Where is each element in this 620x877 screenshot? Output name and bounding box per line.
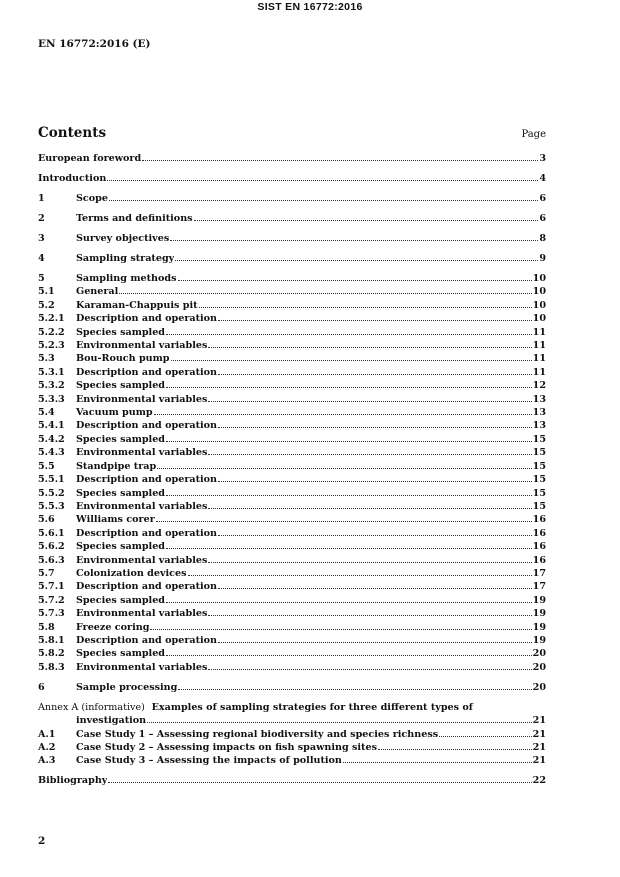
toc-title: Environmental variables (76, 608, 208, 620)
toc-page: 16 (532, 514, 546, 526)
toc-entry-5-5-3[interactable] (38, 500, 546, 513)
toc-page: 9 (539, 253, 546, 264)
toc-page: 11 (532, 340, 546, 352)
toc-page: 8 (539, 233, 546, 244)
toc-entry-5-2-3[interactable] (38, 339, 546, 352)
document-id: EN 16772:2016 (E) (38, 38, 151, 50)
toc-leader (156, 521, 532, 522)
toc-page: 21 (532, 755, 546, 767)
toc-entry-5-2-1[interactable] (38, 312, 546, 325)
toc-entry-5-3-3[interactable] (38, 393, 546, 406)
toc-leader (218, 588, 532, 589)
toc-title: Case Study 3 – Assessing the impacts of pollution (76, 755, 342, 767)
toc-leader (208, 347, 531, 348)
toc-page: 15 (532, 500, 546, 512)
toc-number: 2 (38, 213, 45, 224)
toc-number: 5.8.3 (38, 661, 65, 673)
toc-page: 15 (532, 460, 546, 472)
toc-title: Sampling strategy (76, 253, 175, 264)
toc-entry-5-7-3[interactable] (38, 607, 546, 620)
toc-number: 5.3.2 (38, 380, 65, 392)
toc-entry-5-8-3[interactable] (38, 661, 546, 674)
toc-page: 15 (532, 447, 546, 459)
toc-title: investigation (76, 715, 147, 727)
toc-title: Karaman-Chappuis pit (76, 299, 198, 311)
toc-page: 3 (539, 153, 546, 164)
toc-entry-annex-a[interactable] (38, 701, 546, 714)
toc-number: 4 (38, 253, 45, 264)
toc-leader (378, 749, 532, 750)
toc-entry-foreword[interactable] (38, 152, 546, 165)
toc-title: Case Study 2 – Assessing impacts on fish spawning sites (76, 742, 377, 753)
toc-title: Environmental variables (76, 393, 208, 405)
toc-entry-5[interactable] (38, 272, 546, 285)
toc-leader (142, 160, 538, 161)
toc-leader (218, 320, 532, 321)
toc-page: 19 (532, 608, 546, 620)
toc-number: 5.2.1 (38, 313, 65, 325)
toc-number: 5.1 (38, 286, 55, 298)
toc-number: 5.5.1 (38, 474, 65, 486)
toc-title: Environmental variables (76, 340, 208, 352)
toc-entry-5-5[interactable] (38, 460, 546, 473)
toc-title: Description and operation (76, 581, 218, 593)
toc-title: Species sampled (76, 433, 166, 445)
toc-title: Description and operation (76, 634, 218, 646)
toc-entry-5-8-1[interactable] (38, 634, 546, 647)
toc-number: 5.7 (38, 567, 55, 579)
toc-entry-annex-a-cont[interactable] (38, 714, 546, 727)
toc-page: 11 (532, 326, 546, 338)
toc-leader (218, 642, 532, 643)
toc-number: 5.3.3 (38, 393, 65, 405)
toc-leader (439, 736, 532, 737)
toc-leader (166, 602, 532, 603)
toc-title: Bou-Rouch pump (76, 353, 170, 365)
toc-leader (208, 401, 531, 402)
toc-number: 5.2.3 (38, 340, 65, 352)
toc-title: Description and operation (76, 527, 218, 539)
toc-page: 13 (532, 407, 546, 419)
toc-entry-a-3[interactable] (38, 754, 546, 767)
annex-title: Examples of sampling strategies for three different types of (151, 701, 473, 713)
toc-leader (166, 495, 532, 496)
toc-leader (218, 427, 532, 428)
toc-title: Introduction (38, 173, 107, 184)
toc-title: Environmental variables (76, 500, 208, 512)
toc-entry-5-7[interactable] (38, 567, 546, 580)
toc-entry-3[interactable] (38, 232, 546, 245)
toc-leader (170, 240, 538, 241)
toc-page: 19 (532, 621, 546, 633)
toc-leader (218, 535, 532, 536)
toc-leader (218, 481, 532, 482)
toc-entry-5-5-2[interactable] (38, 487, 546, 500)
toc-entry-5-3-1[interactable] (38, 366, 546, 379)
toc-page: 20 (532, 661, 546, 673)
toc-page: 15 (532, 433, 546, 445)
toc-page: 16 (532, 541, 546, 553)
toc-title: Species sampled (76, 541, 166, 553)
toc-page: 22 (532, 775, 546, 787)
toc-number: 5.8.2 (38, 648, 65, 660)
toc-page: 15 (532, 474, 546, 486)
toc-entry-5-6-3[interactable] (38, 554, 546, 567)
toc-number: 1 (38, 193, 45, 204)
toc-number: A.1 (38, 728, 56, 740)
toc-title: Scope (76, 193, 108, 204)
toc-page: 20 (532, 681, 546, 693)
toc-title: Environmental variables (76, 447, 208, 459)
toc-page: 11 (532, 353, 546, 365)
toc-title: Species sampled (76, 380, 166, 392)
toc-leader (150, 629, 531, 630)
toc-entry-5-4-1[interactable] (38, 419, 546, 432)
toc-leader (157, 468, 531, 469)
toc-entry-5-2[interactable] (38, 299, 546, 312)
toc-number: 5.4 (38, 407, 55, 419)
toc-leader (166, 441, 532, 442)
toc-title: Species sampled (76, 326, 166, 338)
toc-entry-5-3-2[interactable] (38, 379, 546, 392)
toc-leader (218, 374, 532, 375)
toc-number: 5.3 (38, 353, 55, 365)
toc-entry-5-7-1[interactable] (38, 580, 546, 593)
toc-leader (175, 260, 538, 261)
toc-title: Williams corer (76, 514, 155, 526)
toc-leader (208, 508, 531, 509)
toc-number: 5.4.1 (38, 420, 65, 432)
toc-entry-1[interactable] (38, 192, 546, 205)
toc-page: 10 (532, 286, 546, 298)
toc-number: 5.6.1 (38, 527, 65, 539)
toc-number: 5.3.1 (38, 366, 65, 378)
toc-number: A.2 (38, 742, 56, 753)
toc-page: 21 (532, 742, 546, 753)
toc-entry-5-3[interactable] (38, 352, 546, 365)
toc-page: 20 (532, 648, 546, 660)
toc-title: Species sampled (76, 648, 166, 660)
toc-number: 5.5.3 (38, 500, 65, 512)
toc-leader (208, 669, 531, 670)
toc-leader (343, 762, 532, 763)
toc-number: 5.4.2 (38, 433, 65, 445)
toc-title: Sampling methods (76, 273, 177, 284)
toc-number: 5.6 (38, 514, 55, 526)
toc-leader (147, 722, 531, 723)
toc-title: Standpipe trap (76, 460, 157, 472)
toc-title: Description and operation (76, 366, 218, 378)
toc-title: Terms and definitions (76, 213, 193, 224)
toc-entry-6[interactable] (38, 681, 546, 694)
toc-entry-2[interactable] (38, 212, 546, 225)
toc-leader (107, 180, 538, 181)
page-column-label: Page (521, 129, 546, 140)
toc-leader (166, 387, 532, 388)
toc-entry-5-4[interactable] (38, 406, 546, 419)
toc-leader (154, 414, 532, 415)
toc-entry-5-5-1[interactable] (38, 473, 546, 486)
footer-page-number: 2 (38, 835, 46, 847)
toc-number: A.3 (38, 755, 56, 767)
toc-entry-5-2-2[interactable] (38, 326, 546, 339)
toc-leader (119, 293, 531, 294)
toc-title: General (76, 286, 119, 298)
toc-title: Environmental variables (76, 554, 208, 566)
toc-entry-4[interactable] (38, 252, 546, 265)
toc-number: 6 (38, 681, 45, 693)
toc-page: 13 (532, 393, 546, 405)
toc-leader (188, 575, 532, 576)
toc-title: Description and operation (76, 474, 218, 486)
toc-title: Vacuum pump (76, 407, 153, 419)
toc-number: 5.4.3 (38, 447, 65, 459)
toc-entry-5-6-2[interactable] (38, 540, 546, 553)
toc-number: 5.6.2 (38, 541, 65, 553)
toc-page: 19 (532, 594, 546, 606)
toc-title: Colonization devices (76, 567, 187, 579)
toc-page: 17 (532, 567, 546, 579)
toc-title: Freeze coring (76, 621, 150, 633)
toc-page: 11 (532, 366, 546, 378)
toc-leader (109, 200, 538, 201)
toc-title: Species sampled (76, 594, 166, 606)
toc-page: 21 (532, 715, 546, 727)
toc-number: 5.7.1 (38, 581, 65, 593)
toc-leader (208, 562, 531, 563)
toc-entry-5-4-3[interactable] (38, 446, 546, 459)
annex-label: Annex A (informative) (38, 701, 145, 713)
toc-page: 4 (539, 173, 546, 184)
watermark: SIST EN 16772:2016 (257, 1, 363, 13)
toc-page: 19 (532, 634, 546, 646)
toc-page: 10 (532, 299, 546, 311)
toc-title: Survey objectives (76, 233, 170, 244)
toc-title: Bibliography (38, 775, 108, 787)
toc-number: 5.6.3 (38, 554, 65, 566)
toc-page: 13 (532, 420, 546, 432)
toc-leader (166, 548, 532, 549)
toc-number: 5.7.2 (38, 594, 65, 606)
toc-page: 16 (532, 527, 546, 539)
toc-leader (208, 454, 531, 455)
toc-entry-5-8-2[interactable] (38, 647, 546, 660)
toc-number: 5.5.2 (38, 487, 65, 499)
toc-number: 3 (38, 233, 45, 244)
toc-number: 5 (38, 273, 45, 284)
toc-leader (208, 615, 531, 616)
toc-leader (108, 782, 531, 783)
toc-entry-bibliography[interactable] (38, 774, 546, 787)
toc-entry-a-1[interactable] (38, 728, 546, 741)
toc-page: 12 (532, 380, 546, 392)
toc-number: 5.2.2 (38, 326, 65, 338)
toc-page: 17 (532, 581, 546, 593)
toc-number: 5.7.3 (38, 608, 65, 620)
toc-title: Sample processing (76, 681, 178, 693)
toc-page: 15 (532, 487, 546, 499)
toc-entry-introduction[interactable] (38, 172, 546, 185)
toc-page: 21 (532, 728, 546, 740)
toc-entry-a-2[interactable] (38, 741, 546, 754)
toc-number: 5.5 (38, 460, 55, 472)
toc-number: 5.8.1 (38, 634, 65, 646)
toc-entry-5-8[interactable] (38, 621, 546, 634)
toc-page: 10 (532, 273, 546, 284)
toc-page: 16 (532, 554, 546, 566)
toc-entry-5-7-2[interactable] (38, 594, 546, 607)
toc-entry-5-1[interactable] (38, 285, 546, 298)
toc-title: Description and operation (76, 313, 218, 325)
toc-leader (199, 307, 532, 308)
toc-leader (166, 655, 532, 656)
toc-number: 5.2 (38, 299, 55, 311)
table-of-contents (38, 152, 546, 788)
toc-entry-5-6-1[interactable] (38, 527, 546, 540)
toc-title: Description and operation (76, 420, 218, 432)
toc-page: 6 (539, 193, 546, 204)
toc-title: Case Study 1 – Assessing regional biodiversity and species richness (76, 728, 439, 740)
contents-title: Contents (38, 125, 107, 141)
toc-title: Environmental variables (76, 661, 208, 673)
toc-title: Species sampled (76, 487, 166, 499)
toc-leader (194, 220, 539, 221)
toc-entry-5-4-2[interactable] (38, 433, 546, 446)
toc-page: 6 (539, 213, 546, 224)
toc-entry-5-6[interactable] (38, 513, 546, 526)
toc-leader (171, 360, 532, 361)
toc-title: European foreword (38, 153, 142, 164)
toc-leader (166, 334, 532, 335)
toc-leader (178, 689, 531, 690)
toc-page: 10 (532, 313, 546, 325)
toc-number: 5.8 (38, 621, 55, 633)
toc-leader (178, 280, 532, 281)
